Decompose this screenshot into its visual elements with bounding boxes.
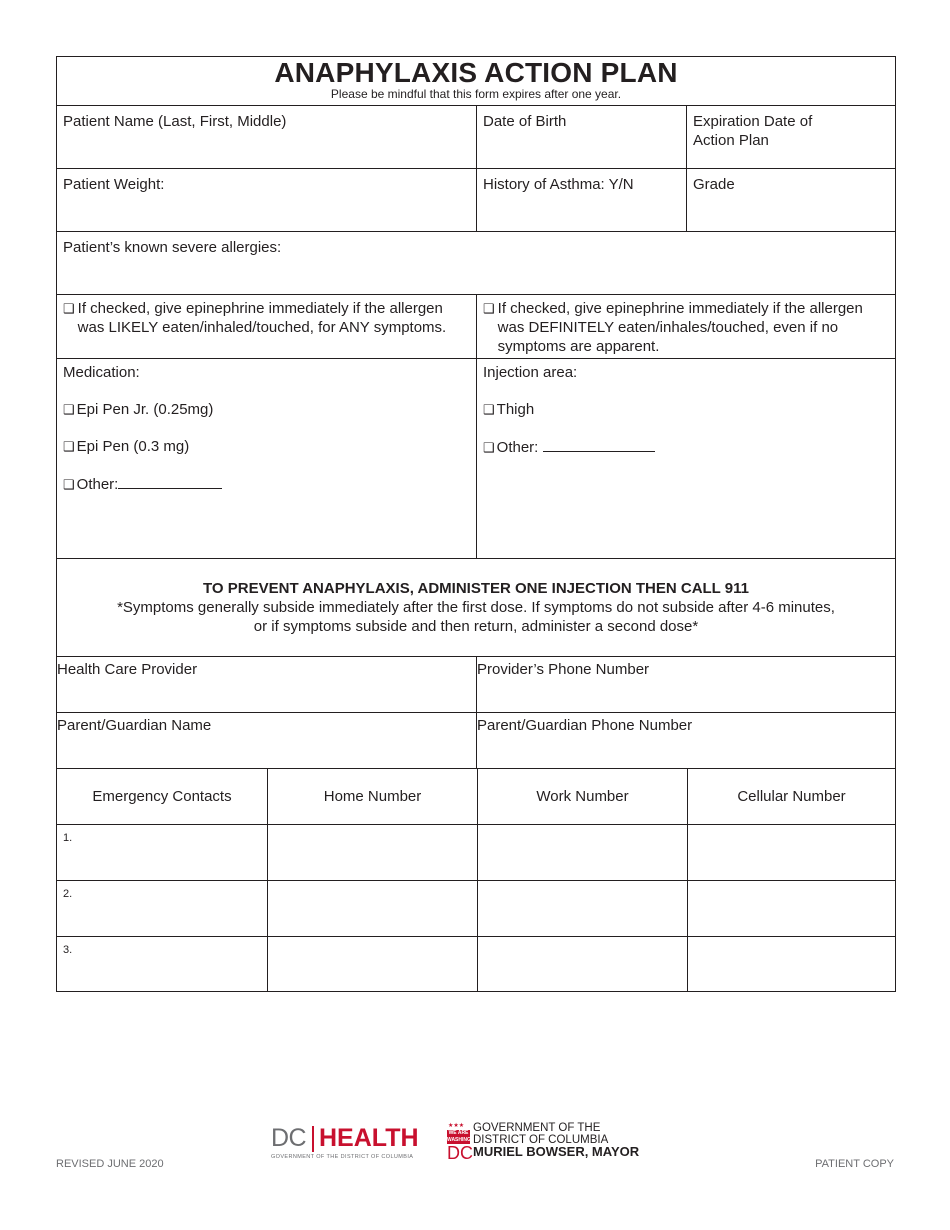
grade-field[interactable] bbox=[686, 169, 895, 231]
likely-instruction bbox=[57, 295, 476, 358]
notice-block bbox=[57, 559, 895, 656]
work-number-cell[interactable] bbox=[477, 937, 687, 991]
guardian-row bbox=[57, 712, 895, 768]
asthma-history-field[interactable] bbox=[476, 169, 686, 231]
provider-phone-field[interactable] bbox=[476, 657, 895, 712]
table-row bbox=[57, 880, 895, 936]
medication-other-label: Other: bbox=[76, 476, 119, 493]
expiration-label-line1: Expiration Date of bbox=[693, 113, 813, 130]
cellular-number-cell[interactable] bbox=[687, 825, 895, 880]
form-header bbox=[57, 57, 895, 105]
provider-field[interactable] bbox=[57, 657, 476, 712]
home-number-header: Home Number bbox=[267, 769, 477, 824]
medication-other-blank[interactable] bbox=[118, 474, 222, 489]
row-number: 1. bbox=[63, 832, 73, 844]
epipen-checkbox[interactable]: ❑ bbox=[63, 439, 75, 454]
provider-phone-label: Provider’s Phone Number bbox=[477, 661, 650, 678]
patient-name-label: Patient Name (Last, First, Middle) bbox=[63, 113, 287, 130]
injection-section bbox=[476, 359, 895, 558]
likely-instruction-text: If checked, give epinephrine immediately if the allergen was LIKELY eaten/inhaled/touched, for ANY symptoms. bbox=[77, 300, 447, 336]
medication-label: Medication: bbox=[63, 364, 140, 381]
injection-other-label: Other: bbox=[496, 439, 539, 456]
dc-health-logo-subtitle: GOVERNMENT OF THE DISTRICT OF COLUMBIA bbox=[271, 1154, 414, 1160]
notice-line-1: *Symptoms generally subside immediately after the first dose. If symptoms do not subside after 4-6 minutes, bbox=[117, 599, 835, 616]
medication-option-epipen[interactable] bbox=[63, 437, 476, 456]
dc-government-emblem bbox=[447, 1122, 482, 1164]
contact-name-cell[interactable] bbox=[57, 881, 267, 936]
medication-option-other[interactable] bbox=[63, 474, 476, 494]
known-allergies-field[interactable] bbox=[57, 232, 895, 294]
epinephrine-instructions-row bbox=[57, 294, 895, 358]
asthma-history-label: History of Asthma: Y/N bbox=[483, 176, 634, 193]
patient-weight-label: Patient Weight: bbox=[63, 176, 165, 193]
expiration-label-line2: Action Plan bbox=[693, 132, 769, 149]
definitely-instruction bbox=[476, 295, 895, 358]
patient-info-row bbox=[57, 105, 895, 168]
contact-name-cell[interactable] bbox=[57, 937, 267, 991]
dc-health-logo-letters: DC bbox=[271, 1124, 307, 1152]
emergency-contacts-header: Emergency Contacts bbox=[92, 788, 232, 805]
dc-health-logo-divider bbox=[312, 1126, 314, 1152]
row-number: 2. bbox=[63, 888, 73, 900]
thigh-label: Thigh bbox=[496, 401, 535, 418]
patient-weight-field[interactable] bbox=[57, 169, 476, 231]
form-subtitle: Please be mindful that this form expires after one year. bbox=[330, 87, 622, 101]
injection-option-thigh[interactable] bbox=[483, 400, 895, 419]
guardian-name-label: Parent/Guardian Name bbox=[57, 717, 212, 734]
emergency-table-header bbox=[57, 768, 895, 824]
medication-option-epipen-jr[interactable] bbox=[63, 400, 476, 419]
dc-government-logo bbox=[447, 1122, 657, 1164]
provider-row bbox=[57, 656, 895, 712]
cellular-number-header: Cellular Number bbox=[687, 769, 895, 824]
injection-option-other[interactable] bbox=[483, 437, 895, 457]
contact-name-cell[interactable] bbox=[57, 825, 267, 880]
injection-other-checkbox[interactable]: ❑ bbox=[483, 440, 495, 455]
guardian-phone-label: Parent/Guardian Phone Number bbox=[477, 717, 693, 734]
patient-name-field[interactable] bbox=[57, 106, 476, 168]
we-are-washington-badge: WE ARE WASHINGTON bbox=[447, 1130, 482, 1143]
dc-health-logo bbox=[271, 1124, 431, 1164]
medication-section bbox=[57, 359, 476, 558]
dc-health-logo-word: HEALTH bbox=[319, 1124, 419, 1152]
expiration-date-field[interactable] bbox=[686, 106, 895, 168]
date-of-birth-field[interactable] bbox=[476, 106, 686, 168]
grade-label: Grade bbox=[693, 176, 735, 193]
revision-date: REVISED JUNE 2020 bbox=[56, 1158, 164, 1170]
date-of-birth-label: Date of Birth bbox=[483, 113, 567, 130]
epipen-jr-checkbox[interactable]: ❑ bbox=[63, 402, 75, 417]
work-number-cell[interactable] bbox=[477, 881, 687, 936]
home-number-cell[interactable] bbox=[267, 881, 477, 936]
work-number-header: Work Number bbox=[477, 769, 687, 824]
patient-copy-label: PATIENT COPY bbox=[815, 1158, 894, 1170]
medication-other-checkbox[interactable]: ❑ bbox=[63, 477, 75, 492]
anaphylaxis-form bbox=[56, 56, 896, 992]
injection-other-blank[interactable] bbox=[543, 437, 655, 452]
home-number-cell[interactable] bbox=[267, 937, 477, 991]
guardian-name-field[interactable] bbox=[57, 713, 476, 768]
definitely-checkbox[interactable]: ❑ bbox=[483, 301, 495, 316]
table-row bbox=[57, 936, 895, 991]
definitely-instruction-text: If checked, give epinephrine immediately if the allergen was DEFINITELY eaten/inhales/touched, even if no symptoms are apparent. bbox=[497, 300, 863, 355]
provider-label: Health Care Provider bbox=[57, 661, 198, 678]
patient-details-row bbox=[57, 168, 895, 231]
dc-government-text bbox=[473, 1122, 639, 1158]
cellular-number-cell[interactable] bbox=[687, 881, 895, 936]
medication-row bbox=[57, 358, 895, 558]
epipen-label: Epi Pen (0.3 mg) bbox=[76, 438, 190, 455]
allergies-row bbox=[57, 231, 895, 294]
form-title: ANAPHYLAXIS ACTION PLAN bbox=[274, 57, 678, 88]
notice-row bbox=[57, 558, 895, 656]
gov-line-2: DISTRICT OF COLUMBIA bbox=[473, 1134, 609, 1146]
likely-checkbox[interactable]: ❑ bbox=[63, 301, 75, 316]
cellular-number-cell[interactable] bbox=[687, 937, 895, 991]
row-number: 3. bbox=[63, 944, 73, 956]
notice-heading: TO PREVENT ANAPHYLAXIS, ADMINISTER ONE INJECTION THEN CALL 911 bbox=[203, 580, 749, 597]
epipen-jr-label: Epi Pen Jr. (0.25mg) bbox=[76, 401, 214, 418]
gov-line-3: MURIEL BOWSER, MAYOR bbox=[473, 1144, 640, 1159]
table-row bbox=[57, 824, 895, 880]
dc-stars-icon: ★★★ bbox=[448, 1123, 465, 1129]
thigh-checkbox[interactable]: ❑ bbox=[483, 402, 495, 417]
home-number-cell[interactable] bbox=[267, 825, 477, 880]
work-number-cell[interactable] bbox=[477, 825, 687, 880]
injection-label: Injection area: bbox=[483, 364, 578, 381]
known-allergies-label: Patient’s known severe allergies: bbox=[63, 239, 282, 256]
notice-line-2: or if symptoms subside and then return, administer a second dose* bbox=[253, 618, 699, 635]
guardian-phone-field[interactable] bbox=[476, 713, 895, 768]
dc-mark-letters: DC bbox=[447, 1143, 473, 1163]
gov-line-1: GOVERNMENT OF THE bbox=[473, 1122, 601, 1134]
